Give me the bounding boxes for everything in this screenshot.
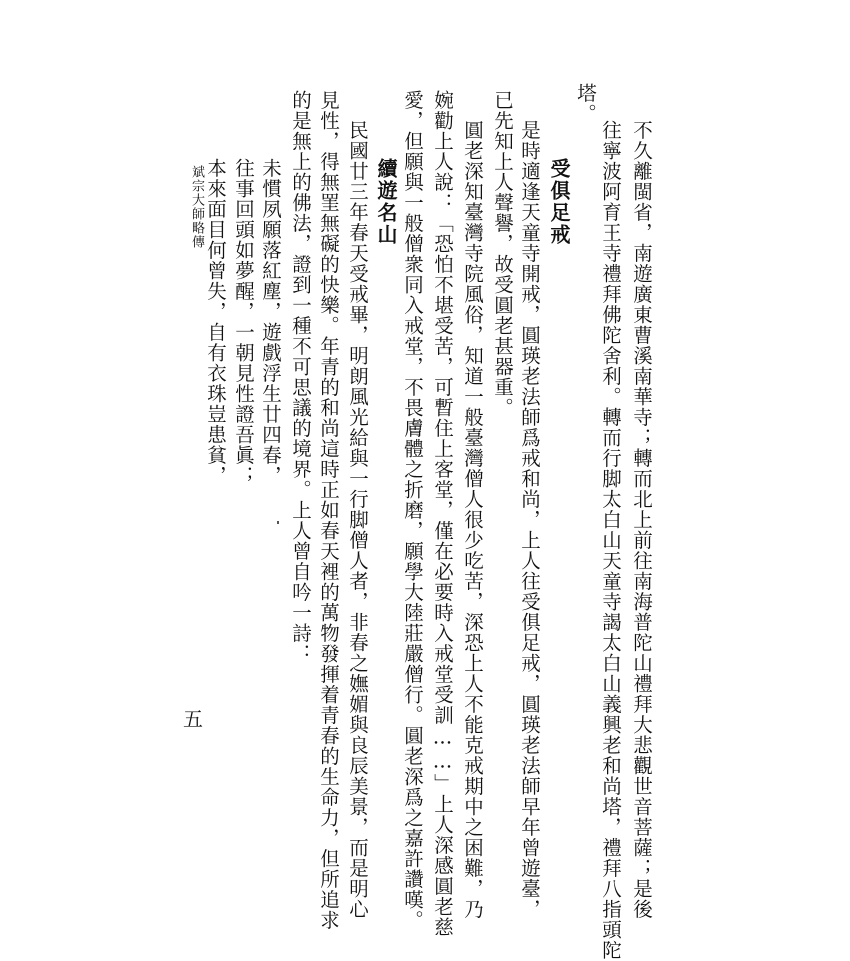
text-column-11: 的是無上的佛法，證到一種不可思議的境界。上人曾自吟一詩： <box>289 90 312 664</box>
poem-line-3: 本來面目何曾失，自有衣珠豈患貧， <box>204 158 227 486</box>
poem-line-1: 未慣夙願落紅塵，遊戲浮生廿四春， <box>259 158 282 486</box>
poem-line-2: 往事回頭如夢醒，一朝見性證吾眞； <box>232 158 255 486</box>
text-column-4: 是時適逢天童寺開戒，圓瑛老法師爲戒和尚，上人往受俱足戒，圓瑛老法師早年曾遊臺， <box>518 120 541 920</box>
text-column-7: 婉勸上人說：「恐怕不堪受苦，可暫住上客堂，僅在必要時入戒堂受訓……」上人深感圓老慈 <box>431 90 454 938</box>
text-column-1: 不久離閩省，南遊廣東曹溪南華寺；轉而北上前往南海普陀山禮拜大悲觀世音菩薩；是後 <box>630 120 653 920</box>
text-column-9: 民國廿三年春天受戒畢，明朗風光給與一行脚僧人者，非春之嫵媚與良辰美景，而是明心 <box>346 120 369 920</box>
section-heading-ordination: 受俱足戒 <box>547 158 571 246</box>
scan-speck <box>277 521 279 524</box>
page-number: 五 <box>183 707 203 731</box>
text-column-3: 塔。 <box>574 83 597 124</box>
text-column-8: 愛，但願與一般僧衆同入戒堂，不畏膚體之折磨，願學大陸莊嚴僧行。圓老深爲之嘉許讚嘆。 <box>401 90 424 931</box>
text-column-2: 往寧波阿育王寺禮拜佛陀舍利。轉而行脚太白山天童寺謁太白山義興老和尚塔，禮拜八指頭陀 <box>599 120 622 961</box>
running-title: 斌宗大師略傳 <box>189 165 204 249</box>
text-column-10: 見性，得無罣無礙的快樂。年青的和尚這時正如春天裡的萬物發揮着青春的生命力，但所追求 <box>317 90 340 931</box>
text-column-6: 圓老深知臺灣寺院風俗，知道一般臺灣僧人很少吃苦，深恐上人不能克戒期中之困難，乃 <box>461 120 484 920</box>
text-column-5: 已先知上人聲譽，故受圓老甚器重。 <box>491 90 514 418</box>
section-heading-mountains: 續遊名山 <box>374 158 398 246</box>
